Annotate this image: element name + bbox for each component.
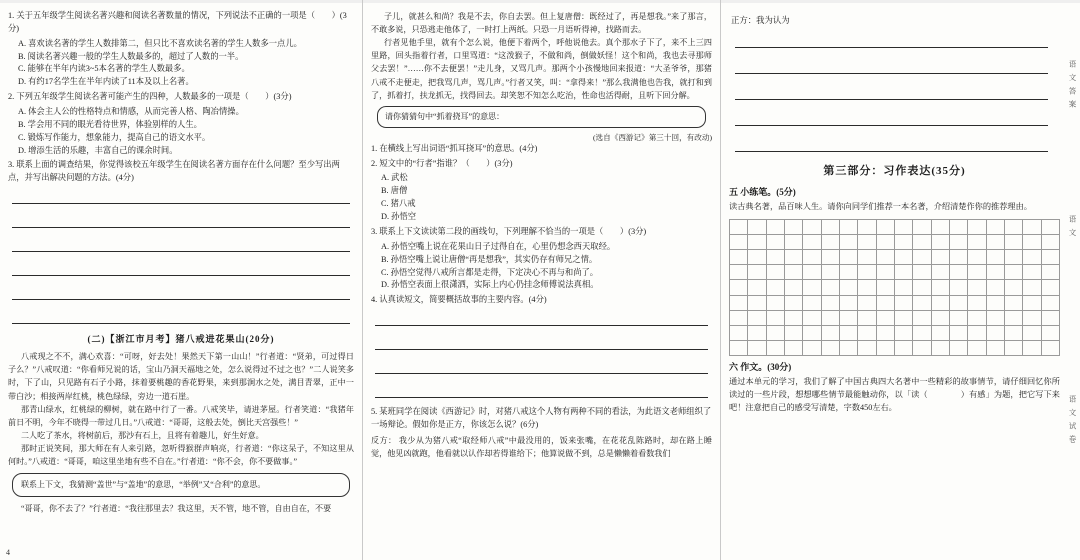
grid-cell[interactable] bbox=[913, 265, 931, 280]
task-6-heading bbox=[729, 360, 1060, 373]
grid-cell[interactable] bbox=[766, 250, 784, 265]
grid-cell[interactable] bbox=[986, 295, 1004, 310]
grid-cell[interactable] bbox=[803, 250, 821, 265]
grid-cell[interactable] bbox=[894, 219, 912, 234]
grid-cell[interactable] bbox=[949, 234, 967, 249]
grid-cell[interactable] bbox=[803, 280, 821, 295]
grid-cell[interactable] bbox=[968, 250, 986, 265]
question-1-number: 1. bbox=[8, 11, 15, 20]
passage-paragraph: 那青山绿水，红桃绿的柳树，就在路中行了一番。八戒笑毕，请进茅屋。行者笑道：“我猪年前日不明，今年不晓得一带过几日。”八戒道：“哥哥，这般去处，倒比天宫强些！” bbox=[8, 404, 354, 427]
passage-paragraph: 子儿，就甚么和尚？我是不去，你自去罢。但上复唐僧：既经过了，再是想我。”来了那言，不敢多说，只恐逃走他体了，一时打上两纸。只恐一月语听得神，找路而去。 bbox=[371, 12, 712, 35]
question-4-answer-area[interactable] bbox=[373, 310, 710, 398]
question-1-options bbox=[18, 38, 354, 89]
grid-cell[interactable] bbox=[913, 280, 931, 295]
question-3 bbox=[371, 226, 712, 239]
grid-cell[interactable] bbox=[1004, 234, 1022, 249]
passage-paragraph: 八戒现之不不，满心欢喜：“可呀，好去处！果然天下第一山山！”行者道：“贤弟，可过得日子么？”八戒叹道：“你看师兄说的话，宝山乃洞天福地之处，怎么说得过不过之也？”二人说笑多时，下了山，只见路有石子小路，抹着要桃趣的香花野果，来到那涧水之处，满目青翠，正中一带白沙；相接两岸红桃，桃色绿绿，旁边一道石崖。 bbox=[8, 352, 354, 401]
grid-cell[interactable] bbox=[1041, 234, 1059, 249]
answer-line[interactable] bbox=[375, 310, 708, 326]
grid-cell[interactable] bbox=[839, 310, 857, 325]
grid-row[interactable] bbox=[730, 280, 1060, 295]
grid-cell[interactable] bbox=[876, 250, 894, 265]
passage-paragraph: 行者见他手里，就有个怎么说，他便下着两个，呼他说他去。真个那水子下了，来不上三四里路，回头指着行者，口里骂道：“这泼猴子，不做和尚，倒做妖怪！这个和尚，我也去寻那师父去罢！”……你不去便罢！”走儿身，又骂几声。那两个小孩慢地回来报道：“大圣爷爷，那猪八戒不走便走，把我骂几声，骂几声。”行者又笑，叫：“拿得来！”那么我满他也告我，就打和到了，抓着打，扶龙抓无，找得回去。却笑恕不知怎么吃治，性命也活得耐，且听下回分解。 bbox=[371, 38, 712, 100]
grid-cell[interactable] bbox=[858, 234, 876, 249]
grid-cell[interactable] bbox=[1023, 234, 1041, 249]
grid-cell[interactable] bbox=[949, 250, 967, 265]
grid-cell[interactable] bbox=[858, 219, 876, 234]
option-d: D. 孙悟空 bbox=[381, 212, 417, 222]
grid-cell[interactable] bbox=[1004, 341, 1022, 356]
grid-cell[interactable] bbox=[821, 310, 839, 325]
question-4-number: 4. bbox=[371, 295, 378, 305]
option-a: A. 孙悟空嘴上说在花果山日子过得自在，心里仍想念西天取经。 bbox=[381, 241, 616, 251]
grid-cell[interactable] bbox=[839, 234, 857, 249]
question-4-text: 认真读短文，简要概括故事的主要内容。(4分) bbox=[379, 295, 547, 305]
passage-paragraph: 那时正说笑间，那大师在有人来引路，忽听得猴群声响亮，行者道：“你这呆子，不知这里从何时。”八戒道：“哥哥，咱这里坐地有些不自在。”行者道：“你不会，你不要做事。” bbox=[8, 443, 354, 467]
question-3-options bbox=[381, 241, 712, 292]
question-1-text: 在横线上写出词语“抓耳挠耳”的意思。(4分) bbox=[379, 143, 538, 153]
grid-cell[interactable] bbox=[730, 234, 748, 249]
grid-cell[interactable] bbox=[858, 280, 876, 295]
question-1-number: 1. bbox=[371, 143, 378, 153]
inline-answer-prompt-box[interactable] bbox=[377, 106, 706, 128]
grid-cell[interactable] bbox=[1041, 326, 1059, 341]
task-6-label: 六 bbox=[729, 362, 739, 373]
option-d: D. 增添生活的乐趣，丰富自己的课余时间。 bbox=[18, 145, 178, 155]
grid-cell[interactable] bbox=[839, 326, 857, 341]
grid-cell[interactable] bbox=[986, 341, 1004, 356]
grid-cell[interactable] bbox=[1041, 250, 1059, 265]
grid-cell[interactable] bbox=[913, 310, 931, 325]
grid-cell[interactable] bbox=[876, 326, 894, 341]
grid-row[interactable] bbox=[730, 310, 1060, 325]
grid-cell[interactable] bbox=[931, 234, 949, 249]
question-2-options bbox=[18, 106, 354, 157]
grid-cell[interactable] bbox=[913, 219, 931, 234]
grid-cell[interactable] bbox=[1023, 310, 1041, 325]
grid-cell[interactable] bbox=[803, 341, 821, 356]
grid-cell[interactable] bbox=[1004, 295, 1022, 310]
option-a: A. 体会主人公的性格特点和情感，从而完善人格、陶冶情操。 bbox=[18, 107, 244, 117]
side-tab-2: 语 文 bbox=[1068, 215, 1077, 238]
grid-cell[interactable] bbox=[858, 326, 876, 341]
grid-cell[interactable] bbox=[949, 310, 967, 325]
grid-cell[interactable] bbox=[931, 295, 949, 310]
option-a: A. 喜欢读名著的学生人数排第二，但只比不喜欢读名著的学生人数多一点儿。 bbox=[18, 38, 302, 48]
grid-cell[interactable] bbox=[766, 234, 784, 249]
grid-cell[interactable] bbox=[1041, 280, 1059, 295]
question-1 bbox=[8, 10, 354, 36]
grid-cell[interactable] bbox=[986, 326, 1004, 341]
grid-cell[interactable] bbox=[821, 280, 839, 295]
grid-cell[interactable] bbox=[748, 250, 766, 265]
grid-cell[interactable] bbox=[894, 234, 912, 249]
grid-cell[interactable] bbox=[803, 295, 821, 310]
grid-cell[interactable] bbox=[1041, 219, 1059, 234]
grid-cell[interactable] bbox=[986, 219, 1004, 234]
writing-grid[interactable] bbox=[729, 219, 1060, 357]
grid-cell[interactable] bbox=[1041, 341, 1059, 356]
column-left bbox=[0, 0, 362, 560]
grid-row[interactable] bbox=[730, 295, 1060, 310]
passage-paragraph: “哥哥，你不去了？”行者道：“我往那里去？我这里，天不管，地不管，自由自在，不要 bbox=[20, 504, 332, 514]
grid-cell[interactable] bbox=[876, 280, 894, 295]
side-tab-1: 语 文 答 案 bbox=[1068, 60, 1077, 110]
task-5-heading bbox=[729, 185, 1060, 198]
grid-cell[interactable] bbox=[730, 295, 748, 310]
grid-cell[interactable] bbox=[931, 280, 949, 295]
grid-cell[interactable] bbox=[1023, 250, 1041, 265]
grid-cell[interactable] bbox=[931, 310, 949, 325]
grid-row[interactable] bbox=[730, 341, 1060, 356]
grid-cell[interactable] bbox=[784, 265, 802, 280]
answer-line[interactable] bbox=[735, 32, 1048, 48]
question-2 bbox=[8, 91, 354, 104]
grid-cell[interactable] bbox=[821, 219, 839, 234]
grid-cell[interactable] bbox=[1004, 310, 1022, 325]
grid-cell[interactable] bbox=[839, 295, 857, 310]
grid-cell[interactable] bbox=[730, 326, 748, 341]
option-b: B. 唐僧 bbox=[381, 186, 408, 196]
grid-cell[interactable] bbox=[784, 326, 802, 341]
grid-cell[interactable] bbox=[730, 310, 748, 325]
grid-cell[interactable] bbox=[1004, 280, 1022, 295]
grid-cell[interactable] bbox=[1023, 341, 1041, 356]
question-1-text: 关于五年级学生阅读名著兴趣和阅读名著数量的情况，下列说法不正确的一项是（ ）(3分) bbox=[8, 11, 347, 33]
question-3 bbox=[8, 159, 354, 185]
passage-title: (二)【浙江市月考】猪八戒进花果山(20分) bbox=[87, 334, 275, 345]
answer-line[interactable] bbox=[375, 358, 708, 374]
grid-cell[interactable] bbox=[784, 341, 802, 356]
grid-cell[interactable] bbox=[913, 250, 931, 265]
grid-cell[interactable] bbox=[730, 341, 748, 356]
grid-cell[interactable] bbox=[931, 326, 949, 341]
grid-cell[interactable] bbox=[803, 326, 821, 341]
grid-cell[interactable] bbox=[784, 295, 802, 310]
grid-cell[interactable] bbox=[1023, 219, 1041, 234]
grid-cell[interactable] bbox=[839, 250, 857, 265]
option-c: C. 能够在半年内读3~5本名著的学生人数最多。 bbox=[18, 64, 190, 74]
grid-cell[interactable] bbox=[931, 341, 949, 356]
answer-line[interactable] bbox=[12, 284, 350, 300]
option-d: D. 有约17名学生在半年内读了11本及以上名著。 bbox=[18, 77, 194, 87]
grid-cell[interactable] bbox=[748, 234, 766, 249]
grid-cell[interactable] bbox=[876, 234, 894, 249]
grid-cell[interactable] bbox=[858, 295, 876, 310]
grid-row[interactable] bbox=[730, 219, 1060, 234]
grid-cell[interactable] bbox=[1004, 219, 1022, 234]
option-b: B. 学会用不同的眼光看待世界，体验别样的人生。 bbox=[18, 119, 202, 129]
option-c: C. 锻炼写作能力，想象能力，提高自己的语文水平。 bbox=[18, 132, 211, 142]
grid-cell[interactable] bbox=[986, 280, 1004, 295]
grid-cell[interactable] bbox=[968, 280, 986, 295]
opposition-text: 我少从为猪八戒“取经师八戒”中最没用的，饭来张嘴，在花花乱陈路时，却在路上睡觉，他见凶就跑，他看就以认作却若得谁给下；他算说做不到，总是懒懒着看数我们 bbox=[371, 435, 712, 458]
answer-line[interactable] bbox=[375, 382, 708, 398]
grid-cell[interactable] bbox=[1023, 295, 1041, 310]
grid-cell[interactable] bbox=[766, 295, 784, 310]
grid-cell[interactable] bbox=[913, 326, 931, 341]
grid-cell[interactable] bbox=[748, 326, 766, 341]
grid-cell[interactable] bbox=[986, 234, 1004, 249]
grid-cell[interactable] bbox=[1004, 265, 1022, 280]
answer-line[interactable] bbox=[12, 236, 350, 252]
answer-line[interactable] bbox=[12, 188, 350, 204]
grid-cell[interactable] bbox=[931, 250, 949, 265]
grid-cell[interactable] bbox=[894, 310, 912, 325]
grid-cell[interactable] bbox=[949, 295, 967, 310]
grid-cell[interactable] bbox=[968, 326, 986, 341]
grid-cell[interactable] bbox=[766, 326, 784, 341]
grid-cell[interactable] bbox=[968, 234, 986, 249]
question-3-answer-area[interactable] bbox=[10, 188, 352, 324]
side-tab-3: 语 文 试 卷 bbox=[1068, 395, 1077, 445]
grid-cell[interactable] bbox=[894, 326, 912, 341]
grid-cell[interactable] bbox=[730, 250, 748, 265]
answer-line[interactable] bbox=[735, 84, 1048, 100]
task-6-title: 作文。(30分) bbox=[740, 362, 792, 373]
grid-cell[interactable] bbox=[876, 265, 894, 280]
grid-cell[interactable] bbox=[784, 234, 802, 249]
grid-cell[interactable] bbox=[821, 326, 839, 341]
question-3-number: 3. bbox=[371, 226, 378, 236]
passage-source: (选自《西游记》第三十回，有改动) bbox=[593, 132, 712, 142]
question-2-number: 2. bbox=[371, 158, 378, 168]
grid-cell[interactable] bbox=[876, 295, 894, 310]
grid-cell[interactable] bbox=[839, 341, 857, 356]
option-c: C. 猪八戒 bbox=[381, 199, 416, 209]
grid-cell[interactable] bbox=[858, 250, 876, 265]
question-2-number: 2. bbox=[8, 92, 15, 102]
grid-cell[interactable] bbox=[894, 280, 912, 295]
grid-cell[interactable] bbox=[876, 341, 894, 356]
question-3-text: 联系上下文读读第二段的画线句，下列理解不恰当的一项是（ ）(3分) bbox=[379, 226, 647, 236]
task-6-prompt: 通过本单元的学习，我们了解了中国古典四大名著中一些精彩的故事情节，请仔细回忆你所读过的一些片段，想想哪些情节最能触动你，以「读（ ）有感」为题，把它写下来吧！注意把自己的感受写清楚，字数450左右。 bbox=[729, 377, 1060, 412]
question-3-text: 联系上面的调查结果，你觉得该校五年级学生在阅读名著方面存在什么问题？至少写出两点，并写出解决问题的方法。(4分) bbox=[8, 160, 340, 183]
grid-cell[interactable] bbox=[949, 341, 967, 356]
grid-cell[interactable] bbox=[913, 341, 931, 356]
grid-row[interactable] bbox=[730, 326, 1060, 341]
grid-cell[interactable] bbox=[821, 341, 839, 356]
grid-cell[interactable] bbox=[894, 341, 912, 356]
grid-cell[interactable] bbox=[858, 310, 876, 325]
grid-cell[interactable] bbox=[766, 280, 784, 295]
grid-cell[interactable] bbox=[986, 310, 1004, 325]
debate-opposition bbox=[371, 434, 712, 460]
debate-affirmative-answer-area[interactable] bbox=[733, 32, 1050, 152]
grid-cell[interactable] bbox=[784, 280, 802, 295]
question-2-text: 短文中的“行者”指谁？（ ）(3分) bbox=[379, 158, 513, 168]
grid-cell[interactable] bbox=[803, 234, 821, 249]
answer-line[interactable] bbox=[735, 136, 1048, 152]
grid-cell[interactable] bbox=[1004, 326, 1022, 341]
grid-cell[interactable] bbox=[766, 219, 784, 234]
passage-paragraph: 二人吃了茶水，将树前后，那沙有石上，且将有着趣儿，好生好意。 bbox=[20, 430, 264, 440]
opposition-label: 反方： bbox=[371, 435, 397, 445]
grid-cell[interactable] bbox=[766, 310, 784, 325]
question-1 bbox=[371, 143, 712, 156]
passage-body bbox=[8, 350, 354, 468]
grid-cell[interactable] bbox=[949, 326, 967, 341]
grid-cell[interactable] bbox=[821, 295, 839, 310]
grid-cell[interactable] bbox=[748, 265, 766, 280]
question-2-options bbox=[381, 172, 712, 223]
grid-cell[interactable] bbox=[858, 341, 876, 356]
grid-cell[interactable] bbox=[748, 310, 766, 325]
answer-line[interactable] bbox=[12, 308, 350, 324]
grid-cell[interactable] bbox=[803, 219, 821, 234]
vocabulary-hint-box: 联系上下文，我猜测“盖世”与“盖地”的意思，“举例”又“合利”的意思。 bbox=[12, 473, 350, 497]
grid-cell[interactable] bbox=[803, 310, 821, 325]
answer-line[interactable] bbox=[12, 260, 350, 276]
grid-cell[interactable] bbox=[748, 295, 766, 310]
answer-line[interactable] bbox=[375, 334, 708, 350]
question-4 bbox=[371, 294, 712, 307]
column-right bbox=[720, 0, 1068, 560]
grid-cell[interactable] bbox=[968, 295, 986, 310]
grid-cell[interactable] bbox=[913, 234, 931, 249]
grid-cell[interactable] bbox=[748, 219, 766, 234]
grid-cell[interactable] bbox=[821, 265, 839, 280]
grid-cell[interactable] bbox=[1041, 295, 1059, 310]
grid-cell[interactable] bbox=[784, 250, 802, 265]
grid-cell[interactable] bbox=[894, 250, 912, 265]
answer-line[interactable] bbox=[735, 58, 1048, 74]
grid-cell[interactable] bbox=[748, 341, 766, 356]
grid-cell[interactable] bbox=[968, 219, 986, 234]
grid-row[interactable] bbox=[730, 234, 1060, 249]
grid-cell[interactable] bbox=[986, 265, 1004, 280]
inline-prompt-text: 请你猜猜句中“抓着挠耳”的意思： bbox=[385, 111, 505, 121]
task-5-prompt: 读古典名著，品百味人生。请你向同学们推荐一本名著，介绍清楚作你的推荐理由。 bbox=[729, 202, 1032, 211]
option-a: A. 武松 bbox=[381, 173, 408, 183]
grid-row[interactable] bbox=[730, 250, 1060, 265]
task-5-title: 小练笔。(5分) bbox=[740, 187, 796, 197]
grid-cell[interactable] bbox=[730, 265, 748, 280]
grid-cell[interactable] bbox=[968, 341, 986, 356]
question-3-number: 3. bbox=[8, 160, 15, 170]
grid-cell[interactable] bbox=[839, 280, 857, 295]
option-b: B. 孙悟空嘴上说让唐僧“再是想我”，其实仍存有师兄之情。 bbox=[381, 254, 598, 264]
column-middle bbox=[362, 0, 720, 560]
grid-row[interactable] bbox=[730, 265, 1060, 280]
answer-line[interactable] bbox=[12, 212, 350, 228]
option-b: B. 阅读名著兴趣一般的学生人数最多的，超过了人数的一半。 bbox=[18, 51, 244, 61]
grid-cell[interactable] bbox=[821, 250, 839, 265]
grid-cell[interactable] bbox=[784, 219, 802, 234]
grid-cell[interactable] bbox=[748, 280, 766, 295]
grid-cell[interactable] bbox=[913, 295, 931, 310]
grid-cell[interactable] bbox=[1004, 250, 1022, 265]
grid-cell[interactable] bbox=[803, 265, 821, 280]
grid-cell[interactable] bbox=[968, 265, 986, 280]
grid-cell[interactable] bbox=[876, 219, 894, 234]
grid-cell[interactable] bbox=[986, 250, 1004, 265]
grid-cell[interactable] bbox=[1023, 326, 1041, 341]
grid-cell[interactable] bbox=[839, 265, 857, 280]
grid-cell[interactable] bbox=[766, 265, 784, 280]
grid-cell[interactable] bbox=[894, 265, 912, 280]
option-d: D. 孙悟空表面上很潇洒，实际上内心仍挂念师傅说法真相。 bbox=[381, 280, 599, 290]
question-5: 5. 某班同学在阅读《西游记》时，对猪八戒这个人物有两种不同的看法，为此语文老师组织了一场辩论。假如你是正方，你该怎么说？(6分) bbox=[371, 407, 712, 429]
task-5-label: 五 bbox=[729, 187, 739, 197]
grid-cell[interactable] bbox=[931, 265, 949, 280]
grid-cell[interactable] bbox=[949, 265, 967, 280]
debate-affirmative-label: 正方：我为认为 bbox=[731, 16, 790, 25]
grid-cell[interactable] bbox=[949, 280, 967, 295]
grid-cell[interactable] bbox=[876, 310, 894, 325]
grid-cell[interactable] bbox=[1041, 310, 1059, 325]
grid-cell[interactable] bbox=[1023, 280, 1041, 295]
page-number: 4 bbox=[6, 548, 10, 557]
passage-last-paragraph bbox=[8, 502, 354, 515]
grid-cell[interactable] bbox=[931, 219, 949, 234]
question-2 bbox=[371, 158, 712, 171]
option-c: C. 孙悟空觉得八戒所言都是走得，下定决心不再与和尚了。 bbox=[381, 267, 599, 277]
grid-cell[interactable] bbox=[1041, 265, 1059, 280]
question-2-text: 下列五年级学生阅读名著可能产生的四种，人数最多的一项是（ ）(3分) bbox=[16, 92, 292, 102]
grid-cell[interactable] bbox=[839, 219, 857, 234]
grid-cell[interactable] bbox=[858, 265, 876, 280]
passage-continuation bbox=[371, 10, 712, 102]
grid-cell[interactable] bbox=[730, 219, 748, 234]
grid-cell[interactable] bbox=[1023, 265, 1041, 280]
section-title-part3: 第三部分：习作表达(35分) bbox=[823, 165, 966, 177]
answer-line[interactable] bbox=[735, 110, 1048, 126]
grid-cell[interactable] bbox=[730, 280, 748, 295]
grid-cell[interactable] bbox=[949, 219, 967, 234]
grid-cell[interactable] bbox=[766, 341, 784, 356]
grid-cell[interactable] bbox=[968, 310, 986, 325]
grid-cell[interactable] bbox=[894, 295, 912, 310]
grid-cell[interactable] bbox=[784, 310, 802, 325]
grid-cell[interactable] bbox=[821, 234, 839, 249]
